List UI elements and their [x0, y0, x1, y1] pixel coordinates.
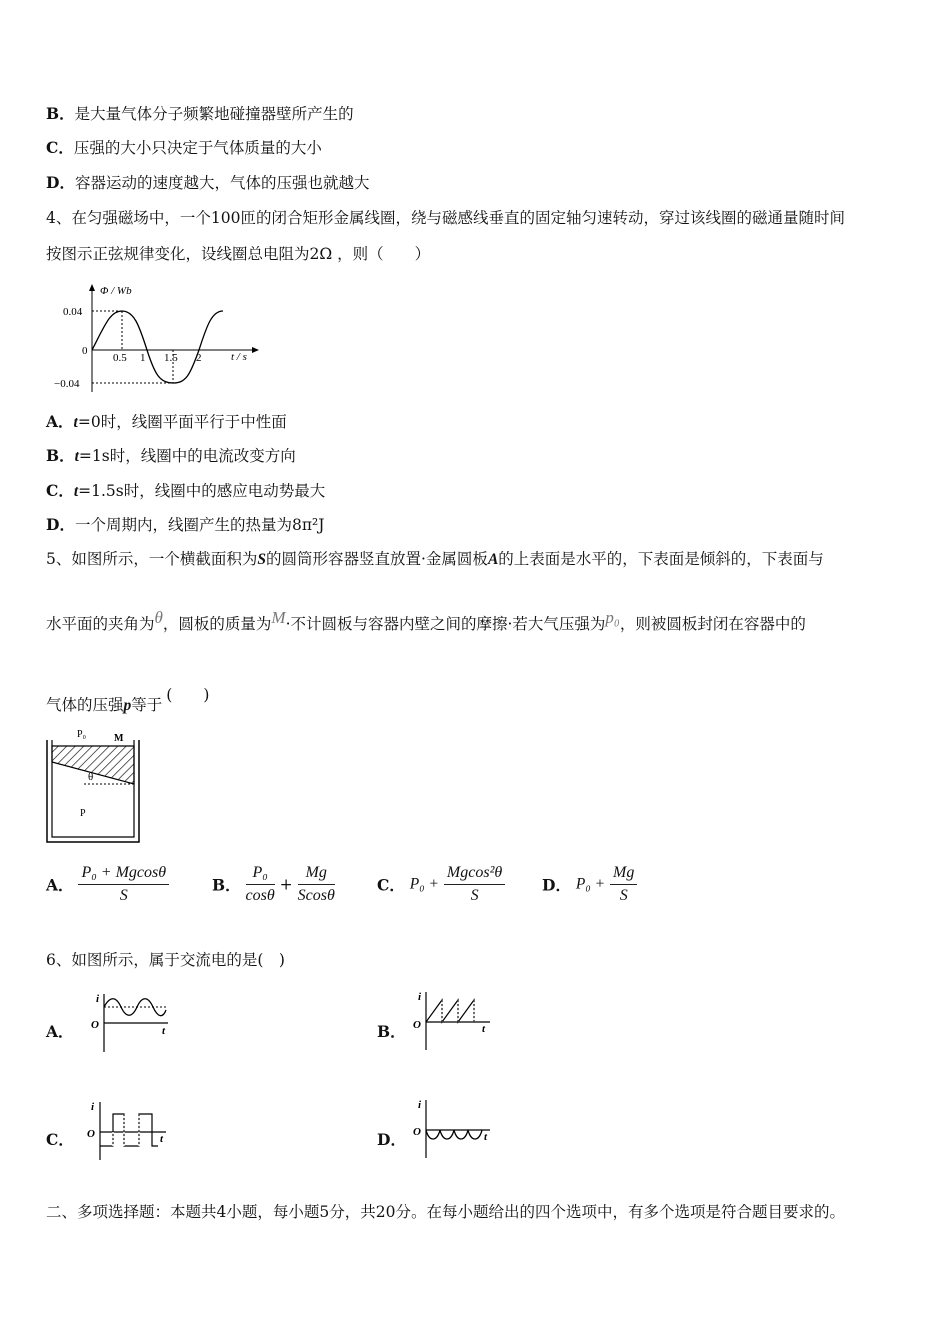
graph-xtick-2: 2 — [196, 352, 202, 364]
q6-option-b-label: B． — [377, 1022, 406, 1041]
q5-option-d: D． P₀ + $\frac{Mg}{S}$ — [542, 864, 637, 905]
q4-option-d: D．一个周期内，线圈产生的热量为8π²J — [46, 515, 325, 534]
q4-option-c: C．t=1.5s时，线圈中的感应电动势最大 — [46, 481, 326, 500]
svg-text:i: i — [418, 991, 422, 1003]
svg-text:O: O — [413, 1019, 421, 1031]
q5-container-figure — [44, 726, 144, 846]
graph-xtick-0-5: 0.5 — [113, 352, 127, 364]
q4-stem-line2: 按图示正弦规律变化，设线圈总电阻为2Ω ，则（ ） — [46, 245, 431, 263]
flux-sine-curve — [92, 311, 223, 383]
q4-flux-graph — [50, 280, 270, 395]
svg-text:O: O — [87, 1128, 95, 1140]
graph-xlabel: t / s — [231, 351, 247, 363]
q5-stem-line3: 气体的压强p等于( ) — [46, 686, 210, 714]
svg-text:t: t — [160, 1133, 164, 1145]
label-theta: θ — [88, 771, 94, 783]
q5-option-c: C． P₀ + $\frac{\text{Mgcos²θ}}{S}$ — [377, 864, 505, 905]
svg-text:O: O — [91, 1019, 99, 1031]
q4-stem-line1: 4、在匀强磁场中，一个100匝的闭合矩形金属线圈，绕与磁感线垂直的固定轴匀速转动，穿过该线圈的磁通量随时间 — [46, 209, 845, 227]
q6-graph-b — [410, 988, 500, 1053]
svg-text:t: t — [484, 1131, 488, 1143]
q6-option-a-label: A． — [46, 1022, 74, 1041]
svg-text:i: i — [91, 1101, 95, 1113]
svg-text:t: t — [162, 1025, 166, 1037]
svg-text:i: i — [418, 1099, 422, 1111]
section2-heading: 二、多项选择题：本题共4小题，每小题5分，共20分。在每小题给出的四个选项中，有多个选项是符合题目要求的。 — [46, 1203, 845, 1221]
label-p: P — [80, 808, 86, 819]
q5-option-b: B． $\frac{\text{P₀}}{\cos\theta}$ + $\frac{Mg}{Scos\theta}$ — [212, 864, 335, 904]
q3-option-c: C．压强的大小只决定于气体质量的大小 — [46, 138, 322, 157]
label-M: M — [114, 733, 124, 744]
svg-text:t: t — [482, 1023, 486, 1035]
q4-option-a: A．t=0时，线圈平面平行于中性面 — [46, 412, 287, 431]
q3-option-b: B．是大量气体分子频繁地碰撞器壁所产生的 — [46, 104, 354, 123]
q6-option-d-label: D． — [377, 1130, 406, 1149]
q5-stem-line1: 5、如图所示，一个横截面积为S的圆筒形容器竖直放置·金属圆板A的上表面是水平的，下表面是倾斜的，下表面与 — [46, 550, 824, 568]
q6-stem: 6、如图所示，属于交流电的是( ) — [46, 951, 285, 969]
q5-stem-line2: 水平面的夹角为θ，圆板的质量为M·不计圆板与容器内壁之间的摩擦·若大气压强为p₀，则被圆板封闭在容器中的 — [46, 608, 806, 633]
q6-graph-d — [410, 1096, 500, 1161]
graph-ylabel: Φ / Wb — [100, 285, 132, 297]
graph-origin: 0 — [82, 345, 88, 357]
graph-ytick-bottom: −0.04 — [54, 378, 80, 390]
graph-ytick-top: 0.04 — [63, 306, 83, 318]
q6-option-c-label: C． — [46, 1130, 74, 1149]
graph-xtick-1: 1 — [140, 352, 146, 364]
q4-option-b: B．t=1s时，线圈中的电流改变方向 — [46, 446, 296, 465]
label-p0: P₀ — [77, 729, 87, 740]
q6-graph-c — [86, 1098, 176, 1163]
graph-xtick-1-5: 1.5 — [164, 352, 178, 364]
q5-option-a: A． $\frac{\text{P₀ + Mgcosθ}}{S}$ — [46, 864, 169, 905]
q3-option-d: D．容器运动的速度越大，气体的压强也就越大 — [46, 173, 370, 192]
svg-text:O: O — [413, 1126, 421, 1138]
svg-text:i: i — [96, 993, 100, 1005]
q6-graph-a — [88, 990, 178, 1055]
